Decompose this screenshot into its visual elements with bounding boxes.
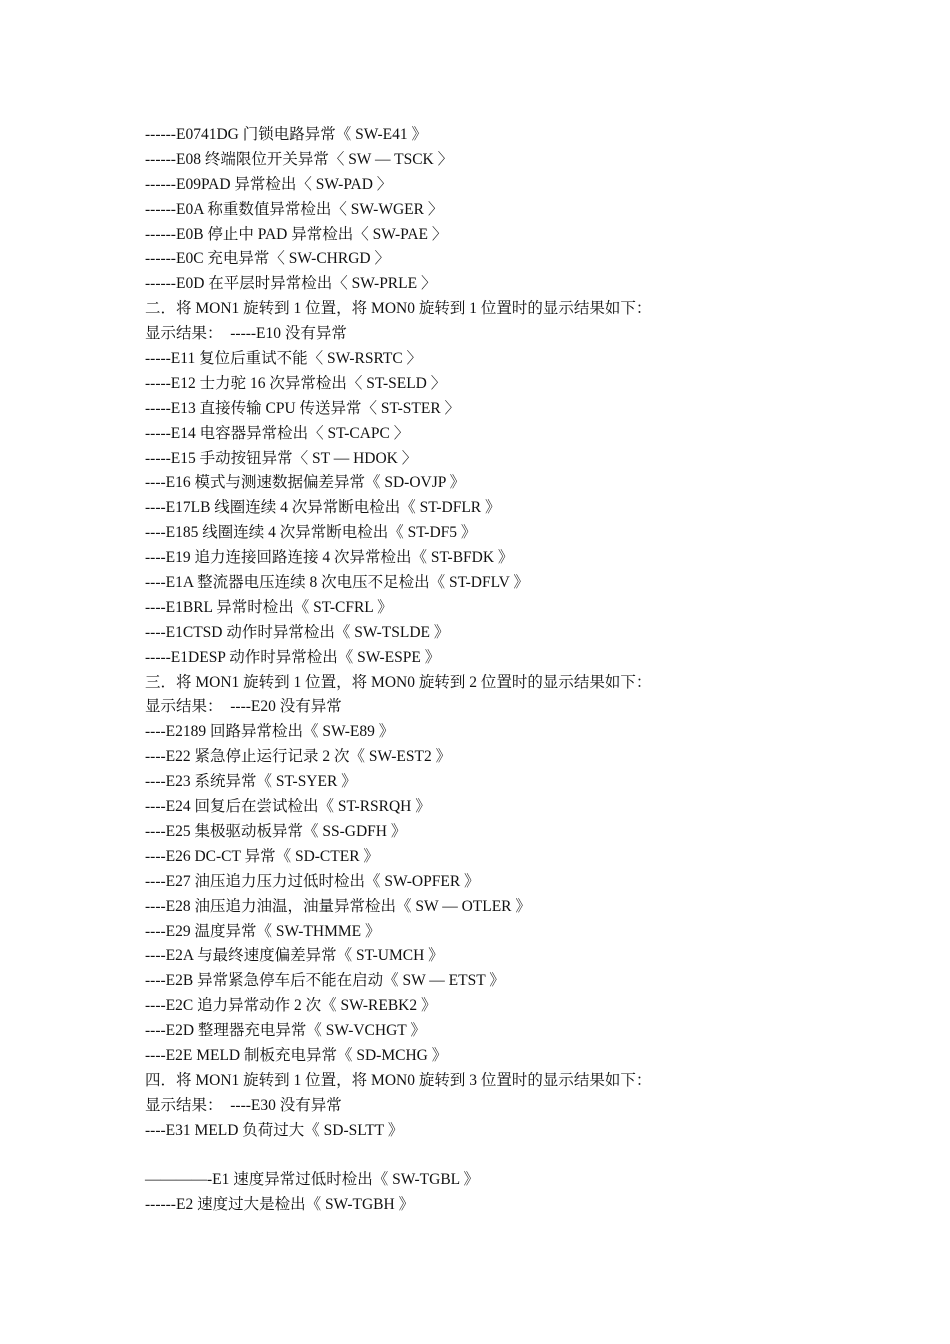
text-line: ----E24 回复后在尝试检出《 ST-RSRQH 》 xyxy=(145,798,431,816)
text-line: ------E2 速度过大是检出《 SW-TGBH 》 xyxy=(145,1196,415,1214)
text-line: ------E0C 充电异常〈 SW-CHRGD 〉 xyxy=(145,250,390,268)
text-line: 显示结果： -----E10 没有异常 xyxy=(145,325,347,343)
text-line: ----E185 线圈连续 4 次异常断电检出《 ST-DF5 》 xyxy=(145,524,477,542)
text-line: ------E09PAD 异常检出〈 SW-PAD 〉 xyxy=(145,175,393,193)
text-line: -----E14 电容器异常检出〈 ST-CAPC 〉 xyxy=(145,424,410,442)
text-line: ----E23 系统异常《 ST-SYER 》 xyxy=(145,773,357,791)
text-line: ------E0D 在平层时异常检出〈 SW-PRLE 〉 xyxy=(145,275,437,293)
text-line: ----E2C 追力异常动作 2 次《 SW-REBK2 》 xyxy=(145,997,437,1015)
text-line: ————-E1 速度异常过低时检出《 SW-TGBL 》 xyxy=(145,1171,479,1189)
text-line: ----E16 模式与测速数据偏差异常《 SD-OVJP 》 xyxy=(145,474,466,492)
blank-line xyxy=(145,1144,845,1169)
text-line: ----E1BRL 异常时检出《 ST-CFRL 》 xyxy=(145,598,393,616)
text-line: -----E13 直接传输 CPU 传送异常〈 ST-STER 〉 xyxy=(145,399,461,417)
text-line: ----E17LB 线圈连续 4 次异常断电检出《 ST-DFLR 》 xyxy=(145,499,501,517)
text-line: -----E11 复位后重试不能〈 SW-RSRTC 〉 xyxy=(145,350,423,368)
text-line: ----E2A 与最终速度偏差异常《 ST-UMCH 》 xyxy=(145,947,444,965)
text-line: ------E08 终端限位开关异常〈 SW — TSCK 〉 xyxy=(145,150,454,168)
document-body xyxy=(145,123,845,1218)
section-heading: 二．将 MON1 旋转到 1 位置，将 MON0 旋转到 1 位置时的显示结果如下： xyxy=(145,300,652,318)
text-line: ----E29 温度异常《 SW-THMME 》 xyxy=(145,922,381,940)
text-line: ----E19 追力连接回路连接 4 次异常检出《 ST-BFDK 》 xyxy=(145,549,514,567)
text-line: ----E31 MELD 负荷过大《 SD-SLTT 》 xyxy=(145,1121,404,1139)
text-line: ----E22 紧急停止运行记录 2 次《 SW-EST2 》 xyxy=(145,748,452,766)
section-heading: 四．将 MON1 旋转到 1 位置，将 MON0 旋转到 3 位置时的显示结果如下： xyxy=(145,1071,652,1089)
text-line: ----E2D 整理器充电异常《 SW-VCHGT 》 xyxy=(145,1022,426,1040)
text-line: ------E0741DG 门锁电路异常《 SW-E41 》 xyxy=(145,126,427,143)
text-line: -----E15 手动按钮异常〈 ST — HDOK 〉 xyxy=(145,449,418,467)
text-line: ------E0A 称重数值异常检出〈 SW-WGER 〉 xyxy=(145,200,444,218)
text-line: ----E27 油压追力压力过低时检出《 SW-OPFER 》 xyxy=(145,872,480,890)
section-heading: 三．将 MON1 旋转到 1 位置，将 MON0 旋转到 2 位置时的显示结果如下： xyxy=(145,673,652,691)
text-line: 显示结果： ----E20 没有异常 xyxy=(145,698,342,716)
text-line: ------E0B 停止中 PAD 异常检出〈 SW-PAE 〉 xyxy=(145,225,448,243)
text-line: ----E1A 整流器电压连续 8 次电压不足检出《 ST-DFLV 》 xyxy=(145,574,529,592)
text-line: ----E28 油压追力油温，油量异常检出《 SW — OTLER 》 xyxy=(145,897,531,915)
text-line: ----E25 集极驱动板异常《 SS-GDFH 》 xyxy=(145,822,407,840)
text-line: ----E2189 回路异常检出《 SW-E89 》 xyxy=(145,723,395,741)
text-line: ----E2B 异常紧急停车后不能在启动《 SW — ETST 》 xyxy=(145,972,505,990)
text-line: ----E2E MELD 制板充电异常《 SD-MCHG 》 xyxy=(145,1046,448,1064)
text-line: ----E26 DC-CT 异常《 SD-CTER 》 xyxy=(145,847,379,865)
text-line: -----E1DESP 动作时异常检出《 SW-ESPE 》 xyxy=(145,648,441,666)
text-line: 显示结果： ----E30 没有异常 xyxy=(145,1096,342,1114)
text-line: ----E1CTSD 动作时异常检出《 SW-TSLDE 》 xyxy=(145,623,450,641)
text-line: -----E12 士力驼 16 次异常检出〈 ST-SELD 〉 xyxy=(145,374,447,392)
